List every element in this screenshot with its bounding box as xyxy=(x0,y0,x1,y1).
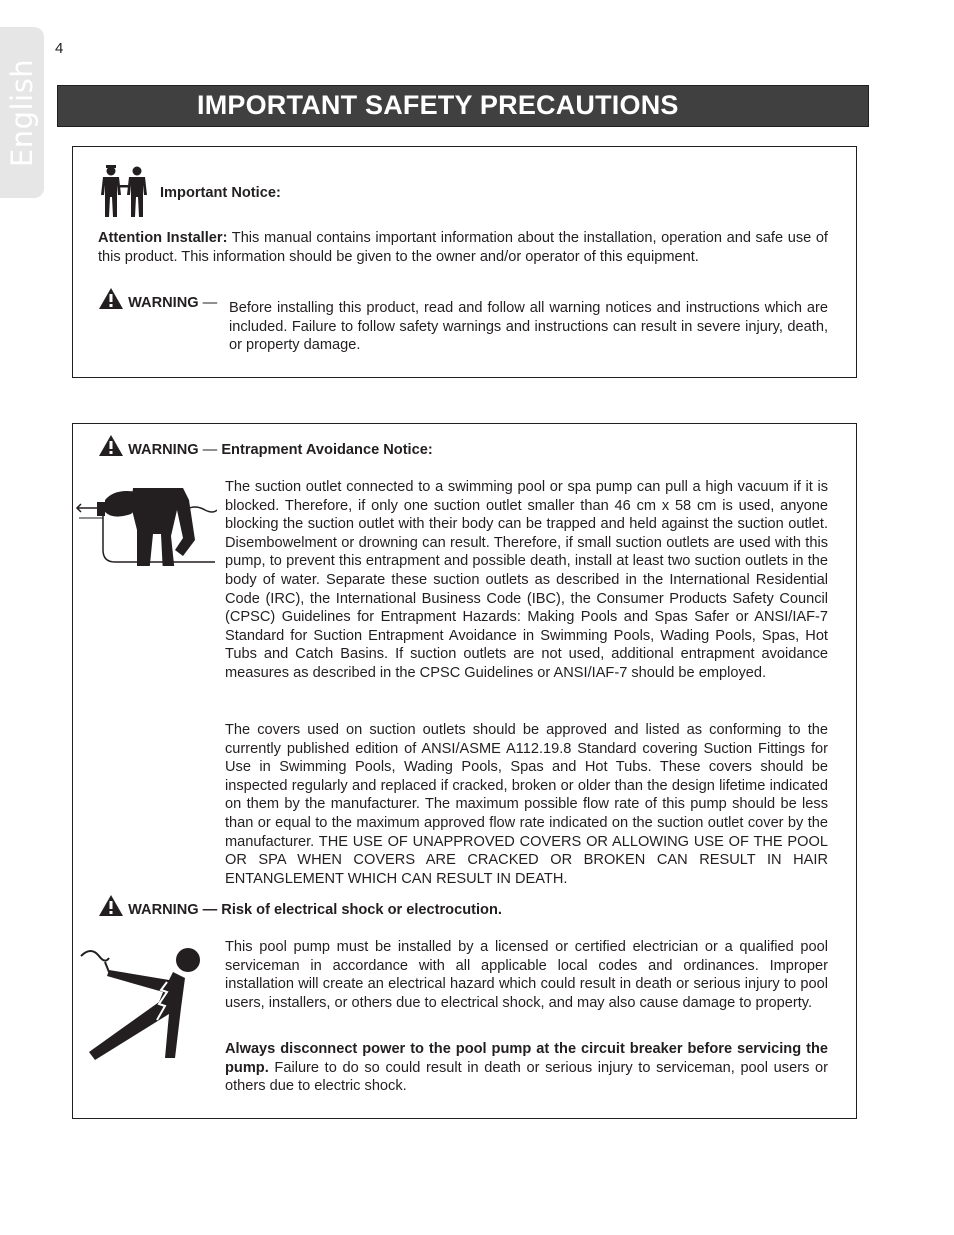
entrapment-paragraph-1: The suction outlet connected to a swimming pool or spa pump can pull a high vacuum if it is blocked. Therefore, if only one suction outlet smaller than 46 cm x 58 cm is used, anyone blocking the suction outlet with their body can be trapped and held against the suction outlet. Disembowelment or drowning can result. Therefore, if small suction outlets are used with this pump, to prevent this entrapment and possible death, install at least two suction outlets in the body of water. Separate these suction outlets as described in the International Residential Code (IRC), the International Business Code (IBC), the Consumer Products Safety Council (CPSC) Guidelines for Entrapment Hazards: Making Pools and Spas Safer or ANSI/IAF-7 Standard for Suction Entrapment Avoidance in Swimming Pools, Wading Pools, Spas, Hot Tubs and Catch Basins. If suction outlets are not used, additional entrapment avoidance measures as described in the CPSC Guidelines or ANSI/IAF-7 should be employed. xyxy=(225,479,828,681)
warning-text: Before installing this product, read and follow all warning notices and instructions which are included. Failure to follow safety warnings and instructions can result in severe injury, death, or property damage. xyxy=(229,300,828,354)
important-notice-box xyxy=(72,146,857,378)
electrical-disconnect-rest: Failure to do so could result in death or serious injury to serviceman, pool users or others due to electric shock. xyxy=(225,1059,828,1095)
electrical-paragraph-2 xyxy=(225,1040,828,1096)
warning-triangle-icon xyxy=(98,894,124,917)
installer-label: Attention Installer: xyxy=(98,230,228,246)
language-tab-label: English xyxy=(5,58,39,167)
warning-triangle-icon xyxy=(98,287,124,310)
entrapment-warning-label: WARNING xyxy=(128,442,199,458)
important-notice-heading: Important Notice: xyxy=(160,185,281,201)
installer-text: This manual contains important information about the installation, operation and safe use of this product. This information should be given to the owner and/or operator of this equipment. xyxy=(98,230,828,265)
warning-label: WARNING xyxy=(128,295,199,311)
language-tab xyxy=(0,27,44,198)
electrical-heading-text: WARNING — Risk of electrical shock or electrocution. xyxy=(128,902,502,918)
warning-line xyxy=(98,287,217,313)
warning-dash: — xyxy=(202,295,218,311)
electrical-shock-icon xyxy=(79,942,209,1064)
electrical-warning-heading xyxy=(98,894,502,920)
entrapment-paragraph-2: The covers used on suction outlets should be approved and listed as conforming to the currently published edition of ANSI/ASME A112.19.8 Standard covering Suction Fittings for Use in Swimming Pools, Wading Pools, Spas and Hot Tubs. These covers should be inspected regularly and replaced if cracked, broken or older than the design lifetime indicated on them by the manufacturer. The maximum possible flow rate of this pump should be less than or equal to the maximum approved flow rate indicated on the suction outlet cover by the manufacturer. THE USE OF UNAPPROVED COVERS OR ALLOWING USE OF THE POOL OR SPA WHEN COVERS ARE CRACKED OR BROKEN CAN RESULT IN HAIR ENTANGLEMENT WHICH CAN RESULT IN DEATH. xyxy=(225,722,828,887)
warning-triangle-icon xyxy=(98,434,124,457)
entrapment-dash: — xyxy=(202,442,218,458)
safety-warnings-box xyxy=(72,423,857,1119)
entrapment-heading: Entrapment Avoidance Notice: xyxy=(221,442,433,458)
entrapment-diagram-icon xyxy=(75,480,217,566)
page-number: 4 xyxy=(55,40,64,57)
people-notice-icon xyxy=(98,165,150,219)
entrapment-warning-heading xyxy=(98,434,433,460)
installer-paragraph xyxy=(98,229,828,266)
title-bar xyxy=(57,85,869,127)
page-title: IMPORTANT SAFETY PRECAUTIONS xyxy=(197,90,679,120)
electrical-paragraph-1: This pool pump must be installed by a licensed or certified electrician or a qualified pool serviceman in accordance with all applicable local codes and ordinances. Improper installation will create an electrical hazard which could result in death or serious injury to pool users, installers, or others due to electrical shock, and may also cause damage to property. xyxy=(225,939,828,1011)
electrical-disconnect-bold: Always disconnect power to the pool pump at the circuit breaker before servicing the pump. xyxy=(225,1041,828,1076)
